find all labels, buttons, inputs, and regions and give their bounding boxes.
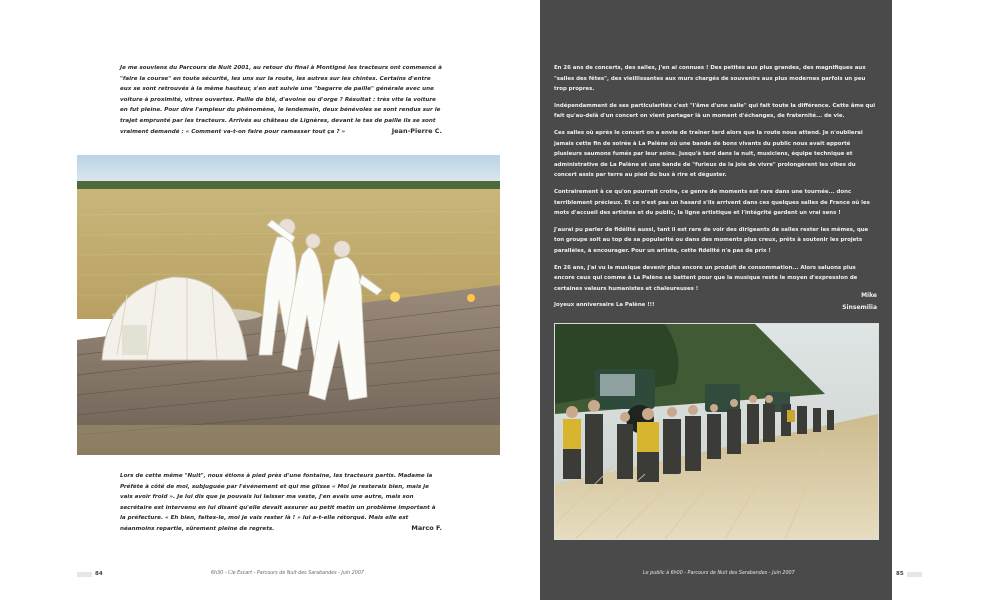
signature-band: Sinsemilia (842, 304, 877, 311)
footer-right: Le public à 6h00 - Parcours de Nuit des Sarabandes - Juin 2007 (643, 571, 795, 576)
page-number-tab-left (77, 572, 92, 577)
page-number-tab-right (907, 572, 922, 577)
quote-bottom: Lors de cette même "Nuit", nous étions à pied près d'une fontaine, les tracteurs partis. Madame la Préfète à côté de moi, subjuguée par l'événement et qui me glisse « Moi je resterais bien, mais je vais avoir froid ». Je lui dis que je pouvais lui laisser ma veste, j'en avais une autre, mais son secrétaire est intervenu en lui disant qu'elle devait assurer au petit matin un problème important à la préfecture. « Eh bien, faites-le, moi je vais rester là ! » lui a-t-elle rétorqué. Mais elle est néanmoins repartie, sûrement pleine de regrets. (120, 473, 436, 532)
signature-bottom: Marco F. (411, 524, 442, 532)
page-number-right: 85 (896, 571, 904, 577)
photo-crowd-tractors (554, 323, 879, 540)
signature-top: Jean-Pierre C. (391, 127, 442, 135)
right-page-text (554, 63, 878, 317)
photo-performers-stage (77, 155, 500, 455)
paragraph-6: En 26 ans, j'ai vu la musique devenir plus encore un produit de consommation... Alors saluons plus encore ceux qui comme à La Palène se battent pour que la musique reste le moyen d'expression de certaines valeurs humanistes et chaleureuses ! (554, 264, 858, 292)
paragraph-5: J'aurai pu parler de fidélité aussi, tant il est rare de voir des dirigeants de salles rester les mêmes, que ton groupe soit au top de sa popularité ou dans des moments plus creux, prêts à soutenir les projets parallèles, à encourager. Pour un artiste, cette fidélité n'a pas de prix ! (554, 226, 869, 254)
quote-top: Je me souviens du Parcours de Nuit 2001, au retour du final à Montigné les tracteurs ont commencé à "faire la course" en toute sécurité, les uns sur la route, les autres sur les chintes. Certains d'entre eux se sont retrouvés à la même hauteur, s'en est suivie une "bagarre de paille" générale avec une voiture à proximité, vitres ouvertes. Paille de blé, d'avoine ou d'orge ? Résultat : très vite la voiture en fut pleine. Pour dire l'ampleur du phénomène, le lendemain, deux bénévoles se sont rendus sur le trajet emprunté par les tracteurs. Arrivés au château de Lignères, devant le tas de paille ils se sont vraiment demandé : « Comment va-t-on faire pour ramasser tout ça ? » (120, 65, 442, 135)
paragraph-2: Indépendamment de ses particularités c'est "l'âme d'une salle" qui fait toute la différence. Cette âme qui fait qu'au-delà d'un concert on vient partager là un moment d'échanges, de fraternité... de vie. (554, 102, 876, 120)
page-number-left: 84 (95, 571, 103, 577)
right-page-margin (892, 0, 1000, 600)
paragraph-3: Ces salles où après le concert on a envie de traîner tard alors que la route nous attend. Je n'oublierai jamais cette fin de soirée à La Palène où une bande de bons vivants du public nous avait apporté plusieurs saumons fumés par leur soins. Jusqu'à tard dans la nuit, musiciens, équipe technique et administrative de La Palène et une bande de "furieux de la joie de vivre" prolongèrent les vibes du concert assis par terre au pied du bus à rire et déguster. (554, 129, 863, 179)
photo-performers-stage-image (77, 155, 500, 455)
photo-crowd-tractors-image (555, 324, 878, 539)
paragraph-4: Contrairement à ce qu'on pourrait croire, ce genre de moments est rare dans une tournée... donc terriblement précieux. Et ce n'est pas un hasard s'ils arrivent dans ces quelques salles de France où les mots d'accueil des artistes et du public, la ligne artistique et l'intégrité gardent un vrai sens ! (554, 188, 870, 217)
footer-left: 6h30 - Cie Escart - Parcours de Nuit des Sarabandes - Juin 2007 (211, 571, 364, 576)
signature-name: Mike (861, 292, 877, 299)
paragraph-7: Joyeux anniversaire La Palène !!! (554, 302, 655, 309)
paragraph-1: En 26 ans de concerts, des salles, j'en ai connues ! Des petites aux plus grandes, des magnifiques aux "salles des fêtes", des vieillissantes aux murs chargés de souvenirs aux plus modernes parfois un peu trop propres. (554, 65, 866, 93)
